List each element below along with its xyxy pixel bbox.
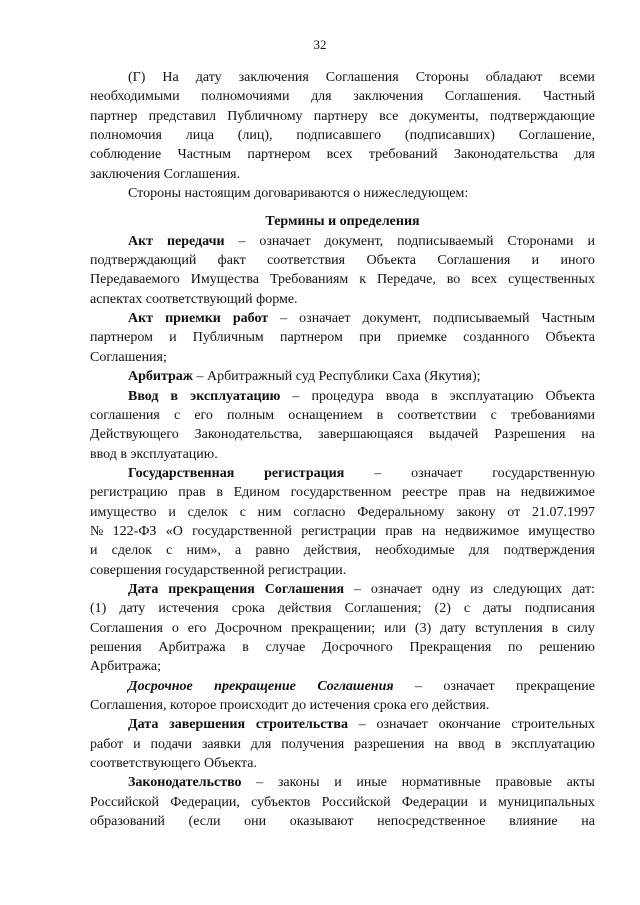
- word: документы,: [409, 108, 479, 124]
- word: Частным: [177, 147, 231, 163]
- term-word: Соглашения: [317, 678, 394, 694]
- word: заявки: [201, 736, 241, 752]
- document-body: [90, 68, 595, 831]
- word: Разрешения: [494, 427, 566, 443]
- section-heading: [90, 212, 595, 231]
- word: Частным: [541, 311, 595, 327]
- word: и: [133, 736, 141, 752]
- word: дату: [195, 70, 222, 85]
- term-word: регистрация: [264, 465, 345, 481]
- term-word: Законодательство: [128, 775, 242, 791]
- word: с: [166, 543, 173, 559]
- word: государственном: [290, 485, 392, 501]
- word: партнером: [90, 330, 153, 346]
- word: строительных: [511, 717, 595, 733]
- word: Соглашение,: [518, 128, 595, 144]
- word: Досрочного: [322, 639, 393, 655]
- text-segment: соответствующего Объекта.: [90, 756, 257, 772]
- term-word: Акт: [128, 311, 154, 327]
- word: для: [311, 89, 332, 105]
- text-segment: Соглашения, которое происходит до истечения срока его действия.: [90, 698, 490, 713]
- word: Публичным: [192, 330, 264, 346]
- word: (лиц),: [237, 128, 273, 144]
- word: правовые: [495, 775, 552, 791]
- word: эксплуатацию: [511, 736, 595, 752]
- word: завершающаяся: [318, 427, 414, 443]
- word: подтверждения: [503, 543, 595, 559]
- word: оснащением: [288, 407, 363, 423]
- word: означает: [411, 465, 463, 481]
- term-word: в: [170, 388, 179, 404]
- word: подтверждающий: [90, 253, 197, 269]
- word: ввод: [457, 736, 485, 752]
- word: означает: [376, 717, 428, 733]
- term-word: Ввод: [128, 388, 159, 404]
- word: всех: [326, 147, 353, 163]
- word: Объекта: [545, 388, 595, 404]
- text-line: [90, 812, 595, 831]
- word: государственной: [192, 523, 292, 539]
- word: На: [162, 70, 179, 85]
- word: непосредственное: [377, 814, 486, 830]
- word: факт: [217, 253, 246, 269]
- page-number: 32: [313, 37, 327, 52]
- word: означает: [443, 678, 495, 694]
- word: прав: [385, 523, 413, 539]
- word: соглашения: [90, 407, 160, 423]
- word: регистрации: [301, 523, 376, 539]
- word: для: [468, 543, 490, 559]
- word: прекращение: [516, 678, 595, 694]
- word: заключения: [353, 89, 424, 105]
- word: Федеральному: [357, 504, 445, 520]
- word: на: [421, 523, 436, 539]
- word: партнер: [90, 108, 138, 124]
- text-segment: ввод в эксплуатацию.: [90, 446, 218, 462]
- word: дату: [119, 601, 146, 617]
- word: подписываемый: [397, 233, 494, 249]
- word: в: [430, 388, 438, 404]
- text-line: [90, 773, 595, 792]
- text-line: [90, 145, 595, 164]
- word: законы: [277, 775, 320, 791]
- word: при: [359, 330, 382, 346]
- word: и: [587, 233, 595, 249]
- word: полным: [227, 407, 275, 423]
- word: решения: [90, 639, 142, 655]
- word: Имущества: [190, 272, 260, 288]
- word: (подписавших): [404, 128, 495, 144]
- text-line: [90, 657, 595, 676]
- text-line: [90, 87, 595, 106]
- word: сделок: [111, 543, 152, 559]
- text-segment: – Арбитражный суд Республики Саха (Якутия);: [196, 369, 481, 385]
- word: решению: [539, 639, 595, 655]
- text-line: [90, 696, 595, 715]
- word: партнеру: [313, 108, 368, 124]
- term-word: приемки: [165, 311, 221, 327]
- word: партнером: [247, 147, 311, 163]
- word: документ,: [362, 311, 422, 327]
- term-word: передачи: [166, 233, 225, 249]
- word: –: [256, 775, 264, 791]
- text-line: [90, 348, 595, 367]
- text-line: [90, 126, 595, 145]
- text-line: [90, 425, 595, 444]
- text-line: [90, 165, 595, 184]
- word: муниципальных: [497, 794, 595, 810]
- word: они: [244, 814, 267, 830]
- word: подписываемый: [433, 311, 530, 327]
- word: (Г): [128, 70, 146, 85]
- word: подачи: [150, 736, 192, 752]
- word: (если: [188, 814, 221, 830]
- word: подписания: [524, 601, 595, 617]
- term: Арбитраж: [128, 369, 197, 385]
- word: с: [173, 407, 181, 423]
- word: влияние: [509, 814, 558, 830]
- word: следующих: [493, 581, 563, 597]
- word: Федерации,: [170, 794, 240, 810]
- word: о: [171, 620, 179, 636]
- text-line: [90, 793, 595, 812]
- word: документ,: [324, 233, 384, 249]
- word: процедура: [311, 388, 374, 404]
- word: и: [169, 330, 177, 346]
- text-line: [90, 232, 595, 251]
- term-word: Соглашения: [264, 581, 345, 597]
- word: реестре: [402, 485, 448, 501]
- word: –: [374, 465, 382, 481]
- text-segment: заключения Соглашения.: [90, 166, 241, 182]
- text-line: [90, 387, 595, 406]
- word: требований: [368, 147, 438, 163]
- term-word: прекращения: [168, 581, 255, 597]
- word: означает: [299, 311, 351, 327]
- text-line: [90, 107, 595, 126]
- word: ним»,: [186, 543, 221, 559]
- word: необходимыми: [90, 89, 180, 105]
- text-line: [90, 677, 595, 696]
- word: Соглашения: [437, 253, 511, 269]
- term-word: Дата: [128, 581, 159, 597]
- word: дату: [440, 620, 467, 636]
- word: прав: [458, 485, 486, 501]
- word: партнером: [279, 330, 343, 346]
- word: Сторонами: [507, 233, 574, 249]
- word: на: [581, 814, 595, 830]
- word: эксплуатацию: [449, 388, 534, 404]
- text-line: [90, 184, 595, 203]
- word: срока: [231, 601, 265, 617]
- word: недвижимое: [520, 485, 595, 501]
- word: и: [334, 775, 342, 791]
- text-line: [90, 68, 595, 87]
- text-line: [90, 735, 595, 754]
- text-line: [90, 715, 595, 734]
- word: для: [250, 736, 272, 752]
- word: или: [384, 620, 407, 636]
- word: Частный: [542, 89, 595, 105]
- word: в: [242, 639, 249, 655]
- word: всеми: [559, 70, 595, 85]
- word: акты: [566, 775, 595, 791]
- word: все: [379, 108, 399, 124]
- word: его: [187, 620, 207, 636]
- word: Публичному: [227, 108, 303, 124]
- word: (1): [90, 601, 107, 617]
- text-segment: совершения государственной регистрации.: [90, 562, 347, 578]
- text-line: [90, 367, 595, 386]
- text-segment: Арбитража;: [90, 659, 162, 675]
- word: от: [507, 504, 521, 520]
- text-line: [90, 638, 595, 657]
- word: означает: [259, 233, 311, 249]
- word: на: [434, 736, 449, 752]
- word: государственную: [492, 465, 595, 481]
- word: оказывают: [289, 814, 354, 830]
- text-line: [90, 328, 595, 347]
- word: действия: [277, 601, 332, 617]
- text-line: [90, 270, 595, 289]
- word: с: [463, 601, 471, 617]
- word: №: [90, 523, 104, 539]
- text-segment: Соглашения;: [90, 349, 167, 365]
- word: –: [358, 717, 366, 733]
- word: Российской: [90, 794, 159, 810]
- word: Российской: [321, 794, 391, 810]
- word: для: [574, 147, 595, 163]
- text-line: [90, 251, 595, 270]
- word: Досрочном: [215, 620, 283, 636]
- text-line: [90, 561, 595, 580]
- word: –: [280, 311, 288, 327]
- word: по: [508, 639, 523, 655]
- word: разрешения: [354, 736, 425, 752]
- word: Законодательства: [453, 147, 559, 163]
- section-spacer: [90, 203, 595, 212]
- word: Соглашения;: [344, 601, 422, 617]
- word: Едином: [233, 485, 280, 501]
- word: субъектов: [251, 794, 311, 810]
- word: силу: [567, 620, 595, 636]
- term-word: Акт: [128, 233, 154, 249]
- word: Передаваемого: [90, 272, 180, 288]
- word: и: [531, 253, 540, 269]
- word: и: [479, 794, 487, 810]
- word: 21.07.1997: [532, 504, 595, 520]
- word: –: [353, 581, 361, 597]
- word: (2): [434, 601, 451, 617]
- text-segment: аспектах соответствующий форме.: [90, 291, 298, 307]
- word: регистрацию: [90, 485, 168, 501]
- word: работ: [90, 736, 124, 752]
- text-line: [90, 406, 595, 425]
- word: Объекта: [366, 253, 416, 269]
- word: –: [414, 678, 422, 694]
- word: Прекращения: [409, 639, 492, 655]
- word: полномочиями: [201, 89, 290, 105]
- word: одну: [432, 581, 461, 597]
- word: Соглашения.: [444, 89, 522, 105]
- word: иные: [356, 775, 387, 791]
- text-line: [90, 541, 595, 560]
- word: дат:: [571, 581, 595, 597]
- word: Требованиям: [269, 272, 349, 288]
- text-line: [90, 483, 595, 502]
- word: необходимые: [375, 543, 455, 559]
- word: вступления: [474, 620, 543, 636]
- word: иного: [560, 253, 595, 269]
- text-line: [90, 309, 595, 328]
- word: обладают: [485, 70, 543, 85]
- word: имущество: [528, 523, 595, 539]
- term-word: работ: [232, 311, 269, 327]
- word: представил: [148, 108, 217, 124]
- word: сделок: [187, 504, 228, 520]
- word: требованиями: [510, 407, 595, 423]
- word: Соглашения: [325, 70, 399, 85]
- text-line: [90, 290, 595, 309]
- word: на: [581, 427, 595, 443]
- word: созданного: [463, 330, 530, 346]
- word: и: [90, 543, 98, 559]
- word: Соглашения: [90, 620, 163, 636]
- word: имущество: [90, 504, 157, 520]
- word: приемке: [397, 330, 447, 346]
- word: (3): [414, 620, 432, 636]
- word: в: [551, 620, 559, 636]
- word: выдачей: [428, 427, 479, 443]
- term-word: эксплуатацию: [190, 388, 281, 404]
- word: с: [490, 407, 497, 423]
- word: согласно: [293, 504, 346, 520]
- term: Термины и определения: [265, 214, 420, 230]
- word: Федерации: [401, 794, 468, 810]
- word: Объекта: [545, 330, 595, 346]
- word: прав: [178, 485, 206, 501]
- term-word: Дата: [128, 717, 159, 733]
- word: с: [239, 504, 246, 520]
- word: соблюдение: [90, 147, 162, 163]
- word: означает: [370, 581, 423, 597]
- word: а: [234, 543, 242, 559]
- word: полномочия: [90, 128, 162, 144]
- text-line: [90, 522, 595, 541]
- text-line: [90, 464, 595, 483]
- word: –: [292, 388, 300, 404]
- text-line: [90, 445, 595, 464]
- word: всех: [471, 272, 498, 288]
- term-word: прекращение: [214, 678, 296, 694]
- word: заключения: [238, 70, 309, 85]
- word: получения: [281, 736, 345, 752]
- word: из: [470, 581, 484, 597]
- word: Арбитража: [158, 639, 226, 655]
- word: окончание: [438, 717, 501, 733]
- word: действия,: [303, 543, 361, 559]
- term-word: строительства: [255, 717, 348, 733]
- word: лица: [185, 128, 214, 144]
- word: нормативные: [401, 775, 481, 791]
- word: случае: [265, 639, 306, 655]
- term-word: завершения: [169, 717, 246, 733]
- word: Стороны: [415, 70, 469, 85]
- text-line: [90, 754, 595, 773]
- word: истечения: [158, 601, 219, 617]
- word: ввода: [385, 388, 419, 404]
- text-line: [90, 580, 595, 599]
- word: Передаче,: [376, 272, 436, 288]
- word: «О: [165, 523, 183, 539]
- word: равно: [255, 543, 290, 559]
- word: Действующего: [90, 427, 179, 443]
- word: недвижимое: [444, 523, 520, 539]
- word: прекращении;: [291, 620, 376, 636]
- term-word: Досрочное: [128, 678, 193, 694]
- word: существенных: [508, 272, 595, 288]
- word: в: [216, 485, 223, 501]
- word: подписавшего: [296, 128, 382, 144]
- text-line: [90, 599, 595, 618]
- text-line: [90, 503, 595, 522]
- word: Законодательства,: [194, 427, 303, 443]
- word: и: [168, 504, 176, 520]
- word: на: [496, 485, 511, 501]
- word: образований: [90, 814, 165, 830]
- word: к: [359, 272, 366, 288]
- word: подтверждающие: [489, 108, 595, 124]
- word: в: [376, 407, 384, 423]
- word: его: [194, 407, 213, 423]
- word: соответствия: [267, 253, 346, 269]
- text-line: [90, 619, 595, 638]
- word: соответствии: [397, 407, 477, 423]
- word: в: [494, 736, 502, 752]
- word: во: [446, 272, 461, 288]
- word: –: [238, 233, 246, 249]
- word: закону: [456, 504, 496, 520]
- word: ним: [257, 504, 282, 520]
- word: даты: [483, 601, 512, 617]
- term-word: Государственная: [128, 465, 235, 481]
- text-segment: Стороны настоящим договариваются о нижеследующем:: [128, 186, 469, 202]
- word: 122-ФЗ: [112, 523, 157, 539]
